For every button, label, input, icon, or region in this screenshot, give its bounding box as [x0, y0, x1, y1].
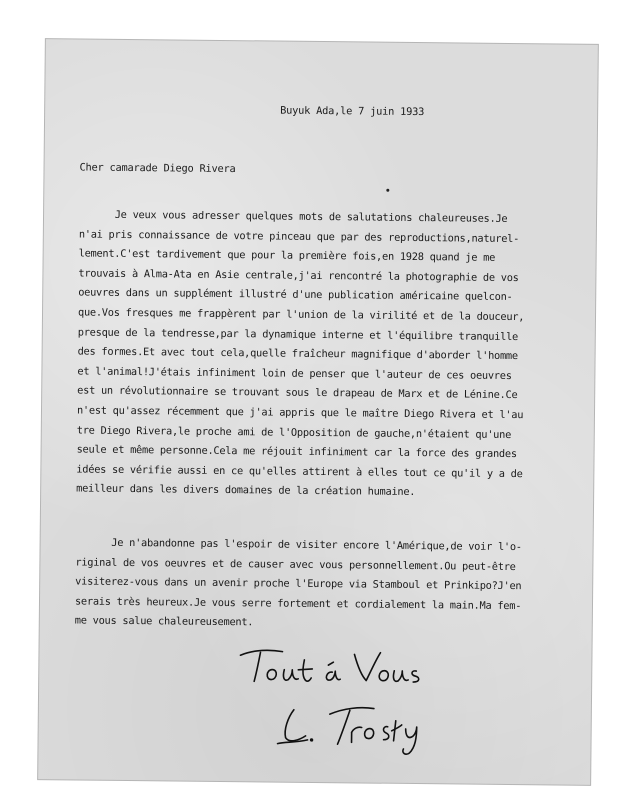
paragraph-line: Je n'abandonne pas l'espoir de visiter encore l'Amérique,de voir l'o-	[75, 536, 522, 554]
paragraph-line: trouvais à Alma-Ata en Asie centrale,j'ai rencontré la photographie de vos	[78, 267, 519, 284]
letter-paragraph-1	[76, 205, 525, 504]
paragraph-line: que.Vos fresques me frappèrent par l'union de la virilité et de la douceur,	[77, 306, 525, 324]
paragraph-line: des formes.Et avec tout cela,quelle fraîcheur magnifique d'aborder l'homme	[77, 345, 518, 363]
letter-paragraph-2	[75, 533, 522, 636]
paragraph-line: et l'animal!J'étais infiniment loin de penser que l'auteur de ces oeuvres	[77, 365, 512, 382]
paragraph-line: seule et même personne.Cela me réjouit infiniment car la force des grandes	[76, 443, 517, 461]
paragraph-line: tre Diego Rivera,le proche ami de l'Opposition de gauche,n'étaient qu'une	[76, 424, 512, 441]
paragraph-line: me vous salue chaleureusement.	[74, 614, 254, 629]
paragraph-line: idées se vérifie aussi en ce qu'elles attirent à elles tout ce qu'il y a de	[76, 463, 523, 480]
paragraph-line: Je veux vous adresser quelques mots de salutations chaleureuses.Je	[78, 208, 508, 225]
paragraph-line: meilleur dans les divers domaines de la création humaine.	[76, 482, 416, 499]
paragraph-line: serais très heureux.Je vous serre fortement et cordialement la main.Ma fem-	[74, 595, 522, 612]
letter-date: Buyuk Ada,le 7 juin 1933	[280, 104, 425, 119]
paragraph-line: riginal de vos oeuvres et de causer avec vous personnellement.Ou peut-être	[75, 556, 516, 573]
paragraph-line: presque de la tendresse,par la dynamique interne et l'équilibre tranquille	[77, 326, 519, 343]
paragraph-line: est un révolutionnaire se trouvant sous le drapeau de Marx et de Lénine.Ce	[77, 384, 518, 402]
paragraph-line: oeuvres dans un supplément illustré d'une publication américaine quelcon-	[78, 286, 513, 304]
paragraph-line: n'est qu'assez récemment que j'ai appris que le maître Diego Rivera et l'au	[76, 404, 524, 422]
paragraph-line: visiterez-vous dans un avenir proche l'Europe via Stamboul et Prinkipo?J'en	[75, 575, 522, 593]
ink-mark	[386, 189, 389, 192]
paragraph-line: n'ai pris connaissance de votre pinceau que par des reproductions,naturel-	[78, 228, 520, 245]
letter-page	[38, 39, 598, 785]
signature-drawing	[233, 639, 434, 761]
paragraph-line: lement.C'est tardivement que pour la première fois,en 1928 quand je me	[78, 247, 496, 265]
handwritten-signature	[233, 639, 434, 761]
letter-greeting: Cher camarade Diego Rivera	[79, 161, 236, 176]
